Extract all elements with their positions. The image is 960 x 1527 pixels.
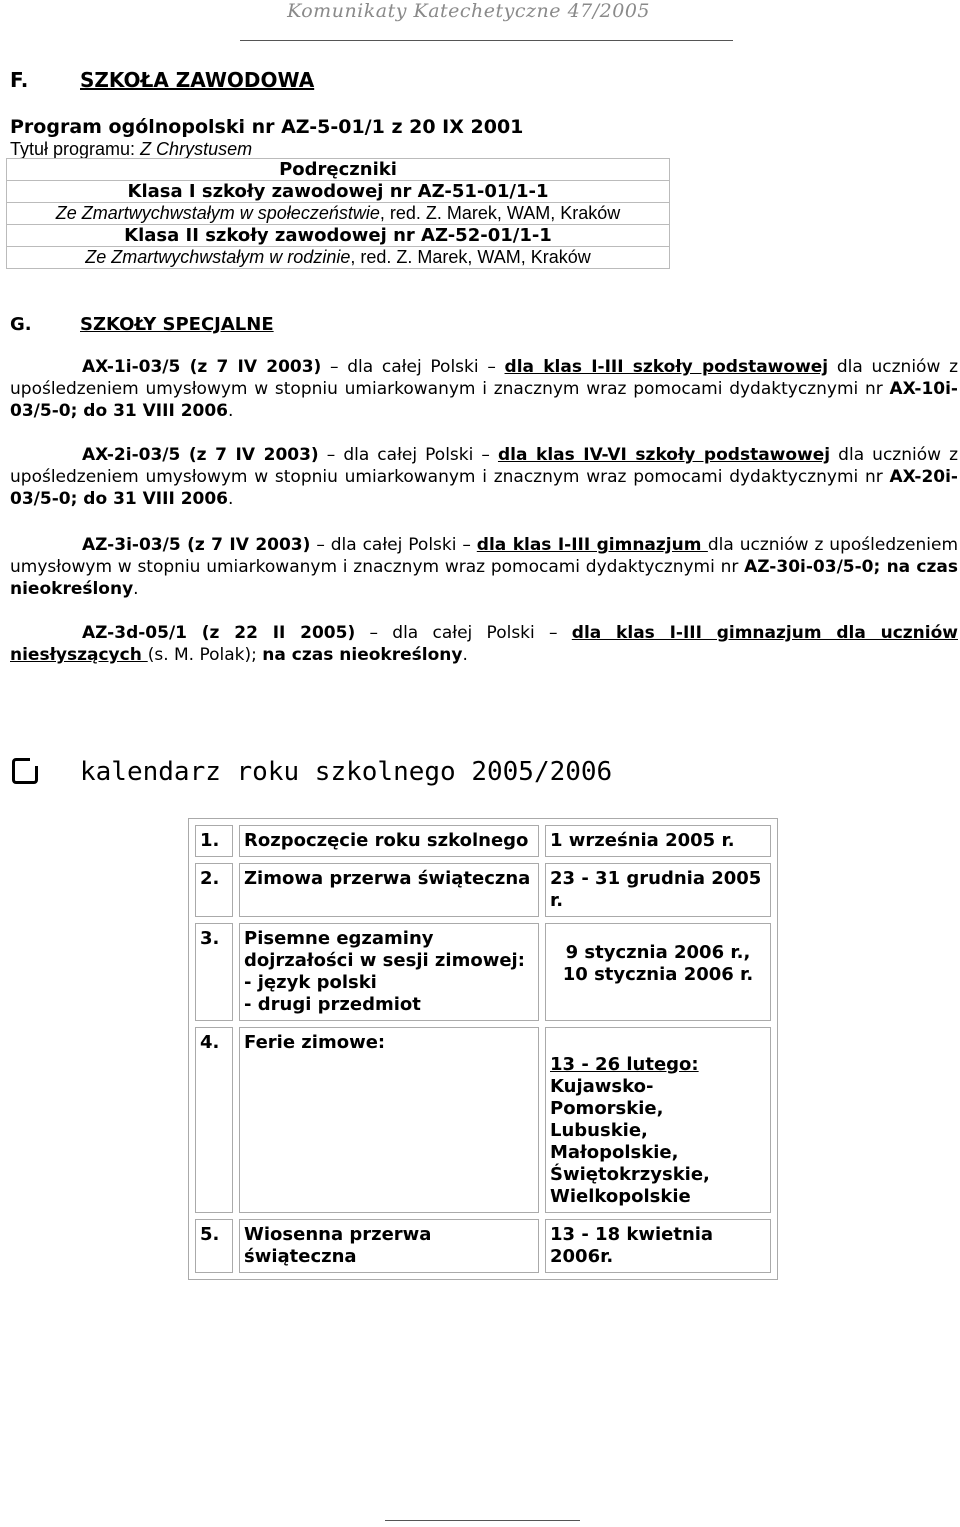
section-title: SZKOŁA ZAWODOWA: [80, 68, 315, 92]
table-row: [195, 923, 771, 1021]
row-number: 1.: [195, 825, 233, 857]
textbooks-header: Podręczniki: [7, 159, 670, 181]
event-cell: Wiosenna przerwa świąteczna: [239, 1219, 539, 1273]
table-row: [195, 825, 771, 857]
section-letter: G.: [10, 314, 32, 335]
textbook-title: Ze Zmartwychwstałym w rodzinie, red. Z. Marek, WAM, Kraków: [7, 247, 670, 269]
row-number: 2.: [195, 863, 233, 917]
date-cell: 9 stycznia 2006 r., 10 stycznia 2006 r.: [545, 923, 771, 1021]
section-g-heading: [10, 314, 274, 335]
textbook-title: Ze Zmartwychwstałym w społeczeństwie, red. Z. Marek, WAM, Kraków: [7, 203, 670, 225]
date-cell: 13 - 26 lutego: Kujawsko- Pomorskie, Lubuskie, Małopolskie, Świętokrzyskie, Wielkopolskie: [545, 1027, 771, 1213]
checkbox-bullet-icon: [12, 758, 38, 784]
table-row: [195, 863, 771, 917]
program-paragraph: AZ-3i-03/5 (z 7 IV 2003) – dla całej Polski – dla klas I-III gimnazjum dla uczniów z upośledzeniem umysłowym w stopniu umiarkowanym i znacznym wraz pomocami dydaktycznymi nr AZ-30i-03/5-0; na czas nieokreślony.: [10, 535, 959, 599]
date-cell: 13 - 18 kwietnia 2006r.: [545, 1219, 771, 1273]
program-paragraph: AZ-3d-05/1 (z 22 II 2005) – dla całej Polski – dla klas I-III gimnazjum dla uczniów niesłyszących (s. M. Polak); na czas nieokreślony.: [10, 623, 958, 665]
calendar-table: [188, 818, 778, 1280]
program-title: Tytuł programu: Z Chrystusem: [10, 139, 253, 159]
date-cell: 1 września 2005 r.: [545, 825, 771, 857]
event-cell: Pisemne egzaminy dojrzałości w sesji zimowej: - język polski - drugi przedmiot: [239, 923, 539, 1021]
calendar-title: kalendarz roku szkolnego 2005/2006: [80, 757, 613, 787]
event-cell: Ferie zimowe:: [239, 1027, 539, 1213]
row-number: 3.: [195, 923, 233, 1021]
table-row: [195, 1219, 771, 1273]
section-f-heading: [10, 68, 314, 92]
textbook-class: Klasa II szkoły zawodowej nr AZ-52-01/1-1: [7, 225, 670, 247]
event-cell: Rozpoczęcie roku szkolnego: [239, 825, 539, 857]
program-paragraph: AX-2i-03/5 (z 7 IV 2003) – dla całej Polski – dla klas IV-VI szkoły podstawowej dla uczniów z upośledzeniem umysłowym w stopniu umiarkowanym i znacznym wraz pomocami dydaktycznymi nr AX-20i-03/5-0; do 31 VIII 2006.: [10, 445, 959, 509]
row-number: 4.: [195, 1027, 233, 1213]
table-row: [195, 1027, 771, 1213]
textbook-class: Klasa I szkoły zawodowej nr AZ-51-01/1-1: [7, 181, 670, 203]
event-cell: Zimowa przerwa świąteczna: [239, 863, 539, 917]
section-letter: F.: [10, 68, 29, 92]
textbooks-table: [6, 158, 670, 269]
header-rule: [240, 40, 733, 41]
date-cell: 23 - 31 grudnia 2005 r.: [545, 863, 771, 917]
running-header: Komunikaty Katechetyczne 47/2005: [287, 0, 650, 22]
footer-rule: [385, 1520, 580, 1521]
program-paragraph: AX-1i-03/5 (z 7 IV 2003) – dla całej Polski – dla klas I-III szkoły podstawowej dla uczniów z upośledzeniem umysłowym w stopniu umiarkowanym i znacznym wraz pomocami dydaktycznymi nr AX-10i-03/5-0; do 31 VIII 2006.: [10, 357, 958, 421]
section-title: SZKOŁY SPECJALNE: [80, 314, 274, 335]
row-number: 5.: [195, 1219, 233, 1273]
program-number: Program ogólnopolski nr AZ-5-01/1 z 20 IX 2001: [10, 116, 524, 138]
